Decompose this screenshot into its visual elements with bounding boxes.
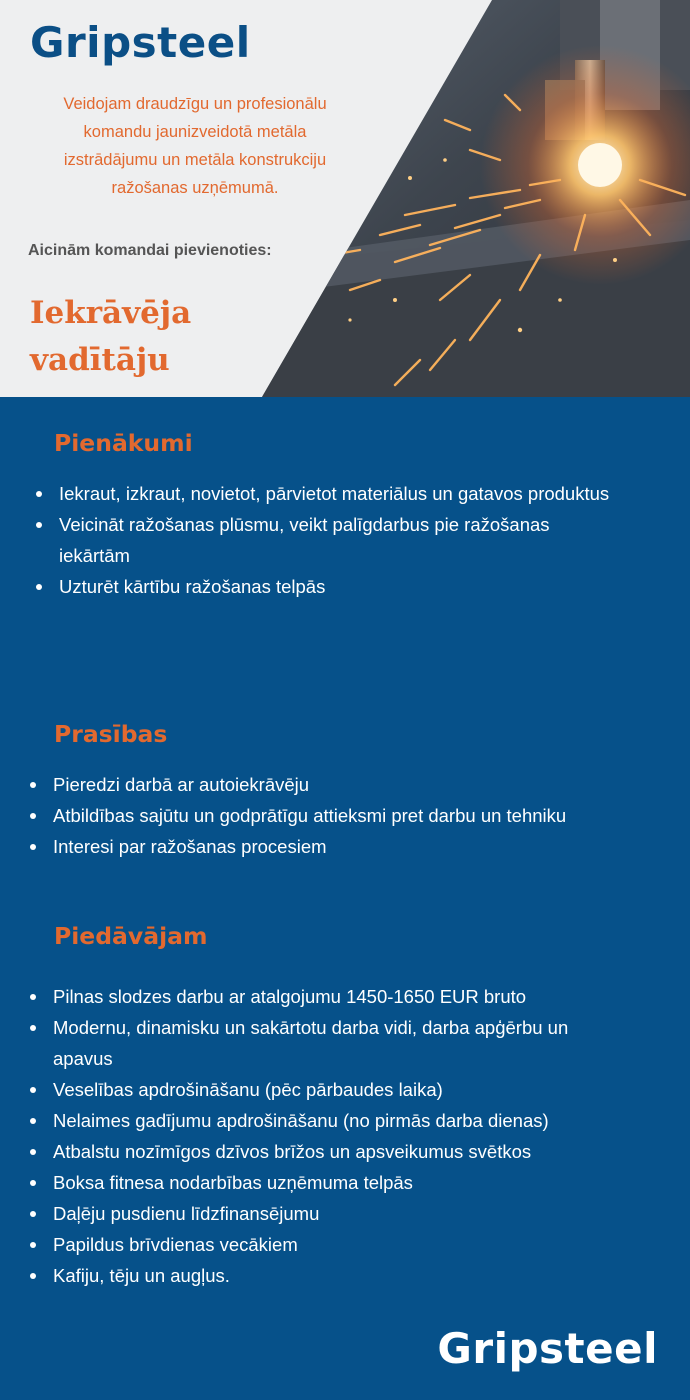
list-item: Modernu, dinamisku un sakārtotu darba vidi, darba apģērbu un apavus [30,1012,630,1074]
list-item: Papildus brīvdienas vecākiem [30,1229,630,1260]
list-item: Nelaimes gadījumu apdrošināšanu (no pirmās darba dienas) [30,1105,630,1136]
job-title-line: vadītāju [30,342,170,378]
list-item: Veselības apdrošināšanu (pēc pārbaudes laika) [30,1074,630,1105]
list-item: Uzturēt kārtību ražošanas telpās [36,571,616,602]
requirements-list [30,769,670,862]
hero-banner [0,0,690,397]
intro-line: komandu jaunizveidotā metāla [83,123,307,141]
list-item: Daļēju pusdienu līdzfinansējumu [30,1198,630,1229]
list-item: Atbildības sajūtu un godprātīgu attieksmi pret darbu un tehniku [30,800,670,831]
list-item: Kafiju, tēju un augļus. [30,1260,630,1291]
intro-line: Veidojam draudzīgu un profesionālu [63,95,327,113]
section-title-requirements: Prasības [54,720,168,748]
list-item: Iekraut, izkraut, novietot, pārvietot materiālus un gatavos produktus [36,478,616,509]
intro-line: ražošanas uzņēmumā. [111,179,279,197]
offer-list [30,981,630,1291]
intro-text [40,90,350,202]
list-item: Atbalstu nozīmīgos dzīvos brīžos un apsveikumus svētkos [30,1136,630,1167]
invite-text: Aicinām komandai pievienoties: [28,242,272,259]
section-title-offer: Piedāvājam [54,922,208,950]
section-title-duties: Pienākumi [54,429,193,457]
list-item: Veicināt ražošanas plūsmu, veikt palīgdarbus pie ražošanas iekārtām [36,509,616,571]
job-title [30,290,191,384]
intro-line: izstrādājumu un metāla konstrukciju [63,151,327,169]
list-item: Pilnas slodzes darbu ar atalgojumu 1450-1650 EUR bruto [30,981,630,1012]
gripsteel-logo-footer: Gripsteel [437,1324,658,1373]
list-item: Pieredzi darbā ar autoiekrāvēju [30,769,670,800]
gripsteel-logo: Gripsteel [30,18,251,67]
list-item: Boksa fitnesa nodarbības uzņēmuma telpās [30,1167,630,1198]
duties-list [36,478,616,602]
job-title-line: Iekrāvēja [30,295,192,331]
list-item: Interesi par ražošanas procesiem [30,831,670,862]
